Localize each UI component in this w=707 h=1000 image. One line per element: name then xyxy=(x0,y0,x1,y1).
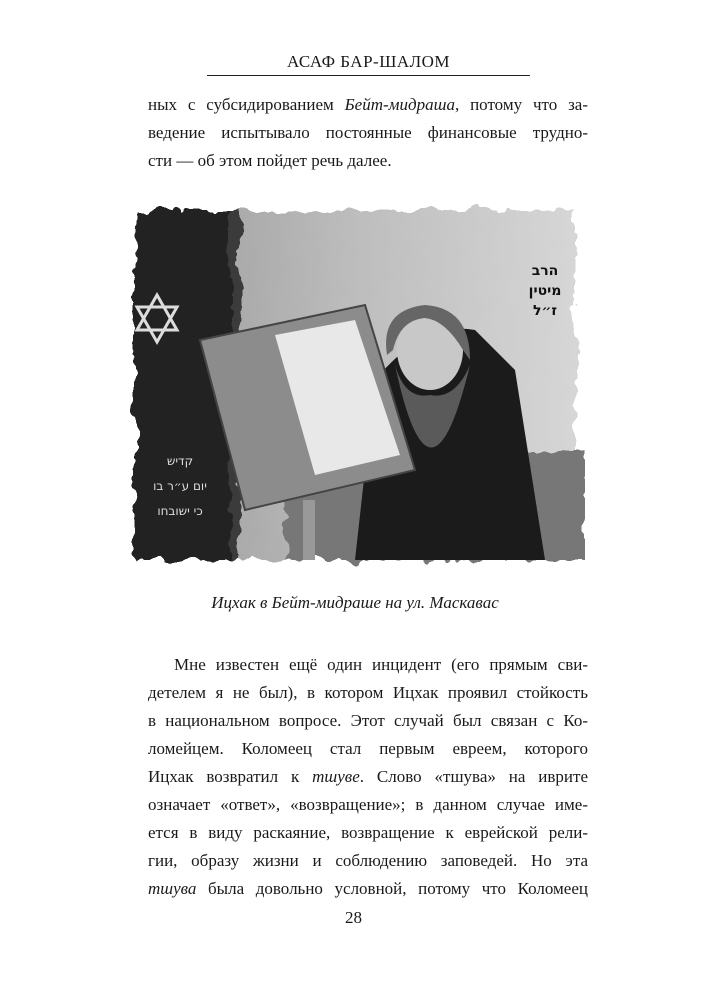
photo-rabbi-at-lectern xyxy=(125,200,585,570)
text-line xyxy=(148,875,588,903)
figure-caption: Ицхак в Бейт-мидраше на ул. Маскавас xyxy=(211,593,499,612)
header-rule xyxy=(207,75,530,76)
text-line: в национальном вопросе. Этот случай был связан с Ко- xyxy=(148,711,588,730)
text-run: , потому что за- xyxy=(454,95,588,114)
text-line xyxy=(148,763,588,791)
text-line xyxy=(148,91,588,119)
text-run: . Слово «тшува» на иврите xyxy=(359,767,588,786)
text-run: ных с субсидированием xyxy=(148,95,345,114)
text-line: означает «ответ», «возвращение»; в данном случае име- xyxy=(148,795,588,814)
text-line: гии, образу жизни и соблюдению заповедей. Но эта xyxy=(148,851,588,870)
running-header: АСАФ БАР-ШАЛОМ xyxy=(286,52,451,71)
text-line: ломейцем. Коломеец стал первым евреем, которого xyxy=(148,739,588,758)
paragraph-1 xyxy=(148,91,588,175)
text-line: ведение испытывало постоянные финансовые трудно- xyxy=(148,123,588,142)
ark-inscription: יום ע״ר בו xyxy=(153,479,207,493)
text-line: ется в виду раскаяние, возвращение к еврейской рели- xyxy=(148,823,588,842)
page-number: 28 xyxy=(345,908,362,927)
paragraph-2 xyxy=(148,651,588,903)
ark-inscription: כי ישובחו xyxy=(157,504,203,518)
italic-term: Бейт-мидраша xyxy=(344,95,455,114)
photo-inscription: ז״ל xyxy=(532,303,558,319)
text-run: была довольно условной, потому что Коломеец xyxy=(196,879,588,898)
text-run: Ицхак возвратил к xyxy=(148,767,313,786)
ark-inscription: קדיש xyxy=(166,454,194,468)
photo-inscription: הרב xyxy=(531,263,559,279)
italic-term: тшува xyxy=(148,879,197,898)
italic-term: тшуве xyxy=(312,767,360,786)
text-line: сти — об этом пойдет речь далее. xyxy=(148,151,392,170)
text-line: детелем я не был), в котором Ицхак проявил стойкость xyxy=(148,683,588,702)
text-line: Мне известен ещё один инцидент (его прямым сви- xyxy=(174,655,588,674)
photo-inscription: מיטין xyxy=(528,283,562,299)
